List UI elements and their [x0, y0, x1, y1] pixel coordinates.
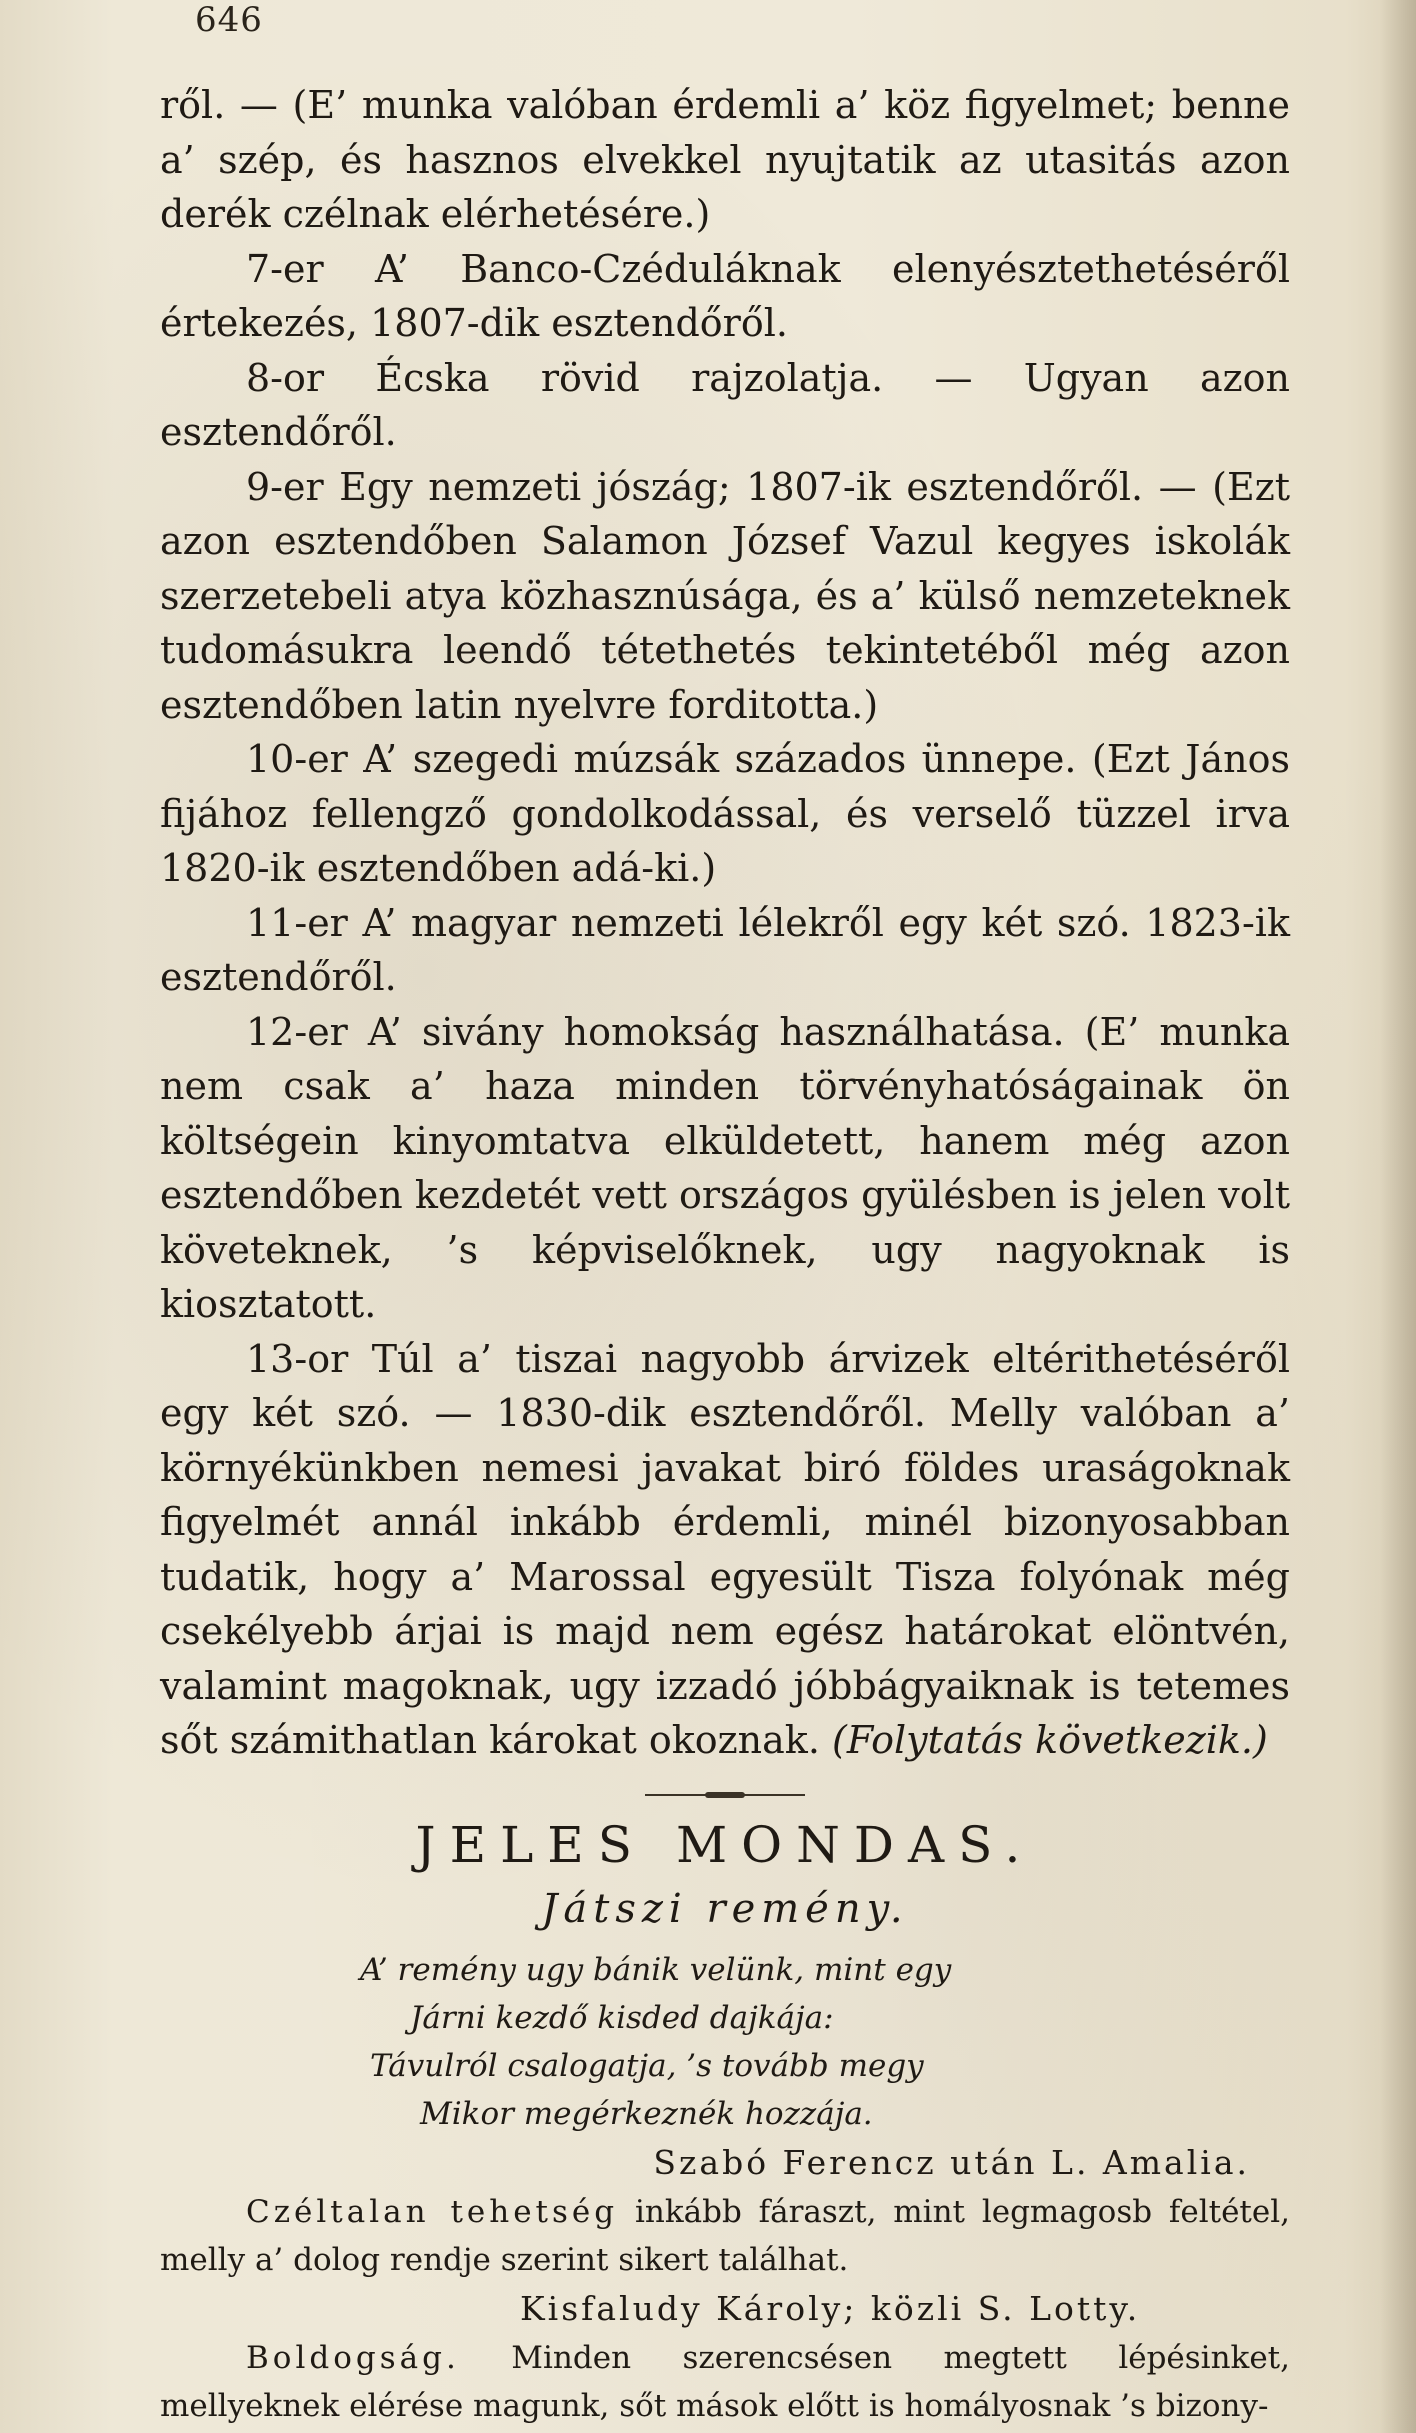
paragraph-continuation: ről. — (E’ munka valóban érdemli a’ köz figyelmet; benne a’ szép, és hasznos elvekkel nyujtatik az utasitás azon derék czélnak elérhetésére.)	[160, 83, 1290, 236]
saying-1-keyword: Czéltalan tehetség	[246, 2193, 619, 2230]
list-item-10: 10-er A’ szegedi múzsák százados ünnepe. (Ezt János fijához fellengző gondolkodással, és verselő tüzzel irva 1820-ik esztendőben adá-ki.)	[160, 737, 1290, 890]
section-divider	[645, 1794, 805, 1796]
poem-line: Járni kezdő kisded dajkája:	[410, 1999, 834, 2036]
saying-1-text: inkább fáraszt, mint legmagosb feltétel, melly a’ dolog rendje szerint sikert találhat.	[160, 2193, 1291, 2278]
saying-2	[160, 2334, 1290, 2430]
list-item-12: 12-er A’ sivány homokság használhatása. (E’ munka nem csak a’ haza minden törvényhatóságainak ön költségein kinyomtatva elküldetett, hanem még azon esztendőben kezdetét vett országos gyülésben is jelen volt követeknek, ’s képviselőknek, ugy nagyoknak is kiosztatott.	[160, 1009, 1290, 1326]
text-column	[160, 78, 1290, 2430]
list-item-8: 8-or Écska rövid rajzolatja. — Ugyan azon esztendőről.	[160, 355, 1290, 454]
saying-1-attribution: Kisfaludy Károly; közli S. Lotty.	[520, 2288, 1141, 2328]
poem	[160, 1946, 1290, 2138]
list-item-13	[160, 1332, 1290, 1768]
saying-2-text: Minden szerencsésen megtett lépésinket, mellyeknek elérése magunk, sőt mások előtt is homályosnak ’s bizony-	[160, 2339, 1290, 2424]
section-heading: JELES MONDAS.	[415, 1815, 1035, 1874]
list-item-13-text: 13-or Túl a’ tiszai nagyobb árvizek eltérithetéséről egy két szó. — 1830-dik esztendőről. Melly valóban a’ környékünkben nemesi javakat biró földes uraságoknak figyelmét annál inkább érdemli, minél bizonyosabban tudatik, hogy a’ Marossal egyesült Tisza folyónak még csekélyebb árjai is majd nem egész határokat elöntvén, valamint magoknak, ugy izzadó jóbbágyaiknak is tetemes sőt számithatlan károkat okoznak.	[160, 1336, 1290, 1762]
poem-line: Mikor megérkeznék hozzája.	[420, 2095, 873, 2132]
continuation-note: (Folytatás következik.)	[832, 1718, 1268, 1762]
list-item-7: 7-er A’ Banco-Czéduláknak elenyésztethetéséről értekezés, 1807-dik esztendőről.	[160, 246, 1290, 345]
list-item-9: 9-er Egy nemzeti jószág; 1807-ik esztendőről. — (Ezt azon esztendőben Salamon József Vazul kegyes iskolák szerzetebeli atya közhasznúsága, és a’ külső nemzeteknek tudomásukra leendő tétethetés tekintetéből még azon esztendőben latin nyelvre forditotta.)	[160, 464, 1290, 727]
poem-line: Távulról csalogatja, ’s tovább megy	[370, 2047, 924, 2084]
poem-attribution: Szabó Ferencz után L. Amalia.	[653, 2142, 1250, 2182]
poem-title: Játszi remény.	[541, 1885, 909, 1932]
page-spine-shadow	[1380, 0, 1416, 2433]
page-number: 646	[195, 0, 263, 40]
saying-2-keyword: Boldogság.	[246, 2339, 460, 2376]
saying-1	[160, 2188, 1290, 2284]
poem-line: A’ remény ugy bánik velünk, mint egy	[360, 1951, 952, 1988]
list-item-11: 11-er A’ magyar nemzeti lélekről egy két szó. 1823-ik esztendőről.	[160, 900, 1290, 999]
